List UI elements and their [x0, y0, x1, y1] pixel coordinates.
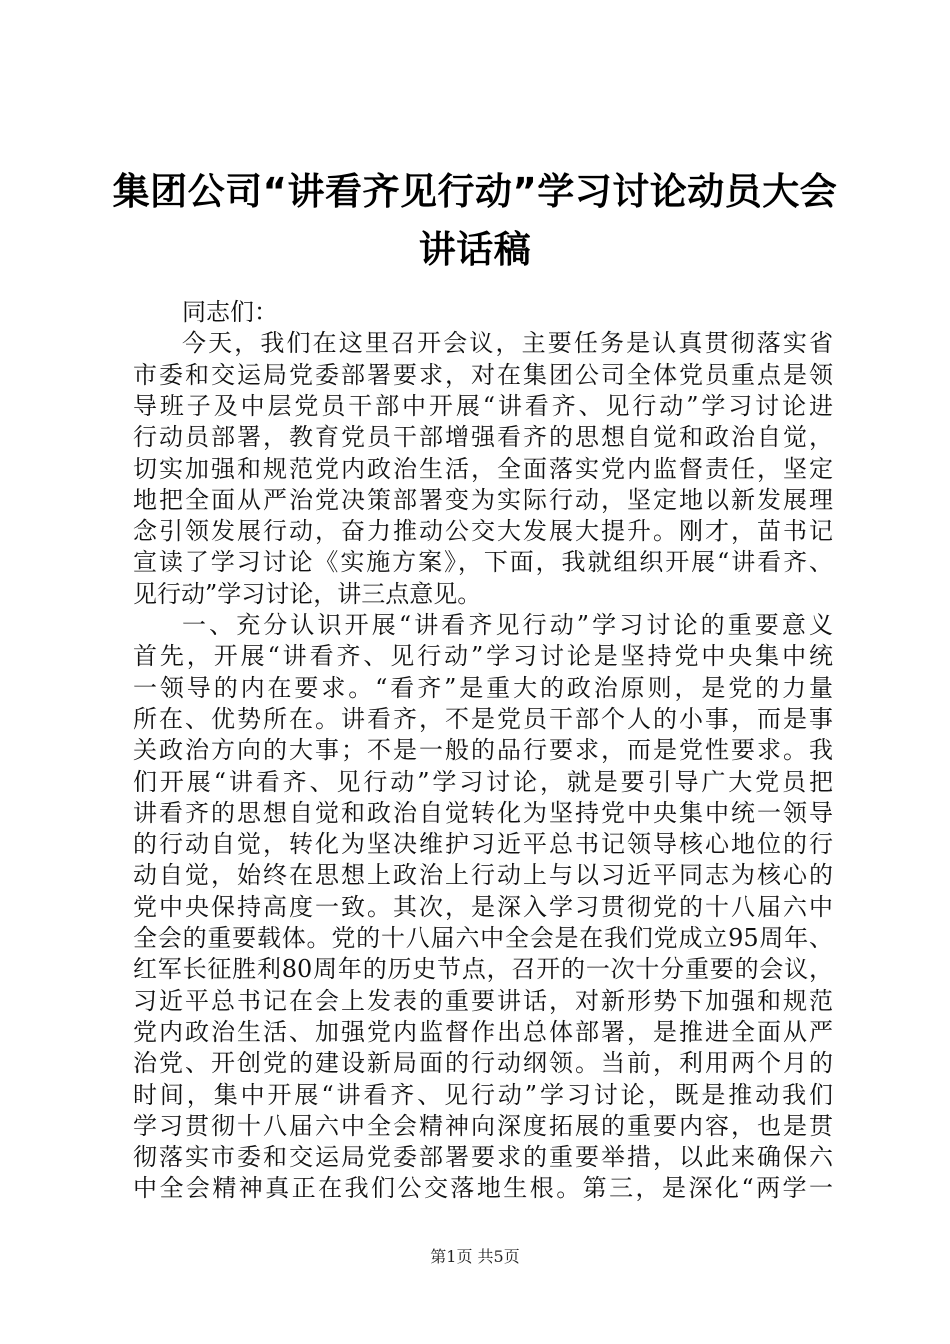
page-footer: 第1页 共5页 [430, 1247, 520, 1266]
body-line: 见行动”学习讨论，讲三点意见。 [133, 580, 482, 608]
body-line: 讲看齐的思想自觉和政治自觉转化为坚持党中央集中统一领导 [133, 799, 833, 827]
body-line: 地把全面从严治党决策部署变为实际行动，坚定地以新发展理 [133, 486, 833, 514]
body-line: 中全会精神真正在我们公交落地生根。第三，是深化“两学一 [133, 1174, 833, 1202]
body-line: 首先，开展“讲看齐、见行动”学习讨论是坚持党中央集中统 [133, 642, 833, 670]
document-title-line-1: 集团公司“讲看齐见行动”学习讨论动员大会 [112, 170, 838, 213]
body-line: 红军长征胜利80周年的历史节点，召开的一次十分重要的会议， [133, 955, 833, 983]
body-line: 今天，我们在这里召开会议，主要任务是认真贯彻落实省 [182, 329, 833, 357]
body-line: 党内政治生活、加强党内监督作出总体部署，是推进全面从严 [133, 1018, 833, 1046]
body-line: 市委和交运局党委部署要求，对在集团公司全体党员重点是领 [133, 361, 833, 389]
body-line: 彻落实市委和交运局党委部署要求的重要举措，以此来确保六 [133, 1143, 833, 1171]
salutation: 同志们： [182, 298, 278, 326]
body-line: 一领导的内在要求。“看齐”是重大的政治原则，是党的力量 [133, 674, 833, 702]
body-line: 治党、开创党的建设新局面的行动纲领。当前，利用两个月的 [133, 1049, 833, 1077]
body-line: 学习贯彻十八届六中全会精神向深度拓展的重要内容，也是贯 [133, 1112, 833, 1140]
section-heading: 一、充分认识开展“讲看齐见行动”学习讨论的重要意义 [182, 611, 833, 639]
body-line: 念引领发展行动，奋力推动公交大发展大提升。刚才，苗书记 [133, 517, 833, 545]
body-line: 导班子及中层党员干部中开展“讲看齐、见行动”学习讨论进 [133, 392, 833, 420]
body-line: 行动员部署，教育党员干部增强看齐的思想自觉和政治自觉， [133, 423, 833, 451]
body-line: 宣读了学习讨论《实施方案》，下面，我就组织开展“讲看齐、 [133, 548, 833, 576]
body-line: 动自觉，始终在思想上政治上行动上与以习近平同志为核心的 [133, 861, 833, 889]
body-line: 关政治方向的大事；不是一般的品行要求，而是党性要求。我 [133, 736, 833, 764]
body-line: 党中央保持高度一致。其次，是深入学习贯彻党的十八届六中 [133, 893, 833, 921]
body-line: 习近平总书记在会上发表的重要讲话，对新形势下加强和规范 [133, 987, 833, 1015]
body-line: 时间，集中开展“讲看齐、见行动”学习讨论，既是推动我们 [133, 1081, 833, 1109]
body-line: 的行动自觉，转化为坚决维护习近平总书记领导核心地位的行 [133, 830, 833, 858]
body-line: 切实加强和规范党内政治生活，全面落实党内监督责任，坚定 [133, 455, 833, 483]
body-line: 全会的重要载体。党的十八届六中全会是在我们党成立95周年、 [133, 924, 833, 952]
body-line: 们开展“讲看齐、见行动”学习讨论，就是要引导广大党员把 [133, 768, 833, 796]
document-title-line-2: 讲话稿 [418, 228, 532, 271]
body-line: 所在、优势所在。讲看齐，不是党员干部个人的小事，而是事 [133, 705, 833, 733]
